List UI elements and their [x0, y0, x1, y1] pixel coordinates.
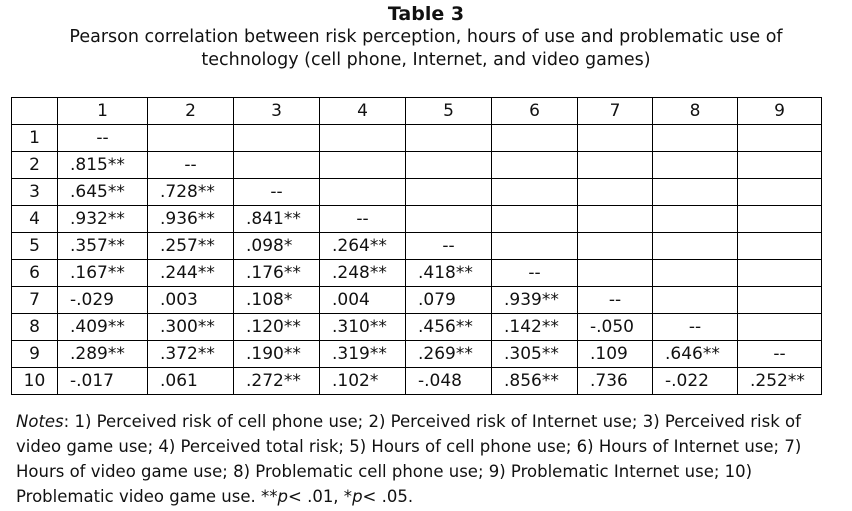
- column-header: 6: [492, 98, 578, 125]
- table-row: [12, 206, 822, 233]
- row-label: 6: [12, 260, 58, 287]
- table-cell: [653, 179, 738, 206]
- table-cell: [492, 125, 578, 152]
- table-cell: [738, 314, 822, 341]
- table-title: Table 3: [387, 3, 465, 25]
- table-cell: .109: [578, 341, 653, 368]
- table-cell: [492, 233, 578, 260]
- table-cell: .456**: [406, 314, 492, 341]
- row-label: 5: [12, 233, 58, 260]
- table-cell: .272**: [234, 368, 320, 395]
- table-cell: [234, 152, 320, 179]
- table-cell: -.022: [653, 368, 738, 395]
- table-cell: [406, 152, 492, 179]
- corner-cell: [12, 98, 58, 125]
- table-caption: [30, 26, 822, 72]
- table-row: [12, 314, 822, 341]
- table-cell: [492, 152, 578, 179]
- table-cell: .736: [578, 368, 653, 395]
- notes-threshold-1: < .01, *: [288, 487, 353, 506]
- table-cell: .932**: [58, 206, 148, 233]
- table-cell: [738, 233, 822, 260]
- column-header: 5: [406, 98, 492, 125]
- table-cell: .357**: [58, 233, 148, 260]
- correlation-table: [11, 97, 822, 395]
- table-cell: .289**: [58, 341, 148, 368]
- row-label: 3: [12, 179, 58, 206]
- table-cell: [578, 260, 653, 287]
- table-cell: .108*: [234, 287, 320, 314]
- table-cell: [320, 152, 406, 179]
- table-cell: [320, 125, 406, 152]
- row-label: 1: [12, 125, 58, 152]
- column-header: 1: [58, 98, 148, 125]
- column-header: 4: [320, 98, 406, 125]
- table-row: [12, 152, 822, 179]
- table-cell: [578, 179, 653, 206]
- table-cell: [578, 206, 653, 233]
- table-cell: [738, 152, 822, 179]
- table-cell: .815**: [58, 152, 148, 179]
- table-cell: .319**: [320, 341, 406, 368]
- table-cell: .645**: [58, 179, 148, 206]
- table-cell: -.017: [58, 368, 148, 395]
- table-cell: --: [406, 233, 492, 260]
- table-row: [12, 368, 822, 395]
- notes-p-symbol-2: p: [352, 487, 363, 506]
- notes-label: Notes: [16, 412, 64, 431]
- table-cell: .248**: [320, 260, 406, 287]
- header-row: [12, 98, 822, 125]
- row-label: 4: [12, 206, 58, 233]
- table-cell: [578, 125, 653, 152]
- table-cell: [738, 179, 822, 206]
- table-row: [12, 179, 822, 206]
- table-cell: .176**: [234, 260, 320, 287]
- row-label: 2: [12, 152, 58, 179]
- column-header: 2: [148, 98, 234, 125]
- table-cell: .409**: [58, 314, 148, 341]
- table-cell: [320, 179, 406, 206]
- table-cell: -.048: [406, 368, 492, 395]
- table-cell: [492, 179, 578, 206]
- row-label: 9: [12, 341, 58, 368]
- row-label: 10: [12, 368, 58, 395]
- table-cell: .939**: [492, 287, 578, 314]
- table-cell: --: [653, 314, 738, 341]
- table-cell: .120**: [234, 314, 320, 341]
- table-cell: [653, 260, 738, 287]
- table-cell: .300**: [148, 314, 234, 341]
- table-cell: --: [58, 125, 148, 152]
- table-cell: .252**: [738, 368, 822, 395]
- table-cell: [578, 233, 653, 260]
- table-cell: [406, 125, 492, 152]
- table-cell: .004: [320, 287, 406, 314]
- table-cell: --: [234, 179, 320, 206]
- table-cell: [653, 125, 738, 152]
- table-cell: [738, 206, 822, 233]
- notes-text: : 1) Perceived risk of cell phone use; 2) Perceived risk of Internet use; 3) Perceived risk of video game use; 4) Perceived total risk; 5) Hours of cell phone use; 6) Hours of Internet use; 7) Hours of video game use; 8) Problematic cell phone use; 9) Problematic Internet use; 10) Problematic video game use. **: [16, 412, 802, 506]
- row-label: 7: [12, 287, 58, 314]
- table-cell: -.029: [58, 287, 148, 314]
- notes-p-symbol-1: p: [277, 487, 288, 506]
- table-cell: .646**: [653, 341, 738, 368]
- table-row: [12, 341, 822, 368]
- table-cell: --: [148, 152, 234, 179]
- table-cell: --: [738, 341, 822, 368]
- caption-line-2: technology (cell phone, Internet, and video games): [201, 50, 651, 70]
- table-row: [12, 233, 822, 260]
- table-body: [12, 125, 822, 395]
- table-cell: .257**: [148, 233, 234, 260]
- table-cell: .102*: [320, 368, 406, 395]
- column-header: 9: [738, 98, 822, 125]
- table-cell: [234, 125, 320, 152]
- table-row: [12, 287, 822, 314]
- table-cell: [148, 125, 234, 152]
- table-cell: .244**: [148, 260, 234, 287]
- table-cell: .372**: [148, 341, 234, 368]
- table-cell: [738, 260, 822, 287]
- table-cell: .167**: [58, 260, 148, 287]
- table-cell: --: [320, 206, 406, 233]
- table-cell: .079: [406, 287, 492, 314]
- table-cell: [578, 152, 653, 179]
- table-cell: .936**: [148, 206, 234, 233]
- table-cell: [653, 152, 738, 179]
- table-notes: [16, 409, 826, 509]
- table-cell: .418**: [406, 260, 492, 287]
- table-cell: .264**: [320, 233, 406, 260]
- table-cell: .003: [148, 287, 234, 314]
- table-cell: -.050: [578, 314, 653, 341]
- table-cell: --: [578, 287, 653, 314]
- caption-line-1: Pearson correlation between risk perception, hours of use and problematic use of: [69, 27, 783, 47]
- table-cell: --: [492, 260, 578, 287]
- column-header: 3: [234, 98, 320, 125]
- table-cell: .841**: [234, 206, 320, 233]
- table-cell: .061: [148, 368, 234, 395]
- table-cell: .856**: [492, 368, 578, 395]
- column-header: 7: [578, 98, 653, 125]
- table-cell: [738, 287, 822, 314]
- table-cell: .098*: [234, 233, 320, 260]
- table-cell: [492, 206, 578, 233]
- table-row: [12, 260, 822, 287]
- table-row: [12, 125, 822, 152]
- notes-threshold-2: < .05.: [362, 487, 414, 506]
- table-cell: [653, 206, 738, 233]
- table-cell: [653, 233, 738, 260]
- table-cell: .269**: [406, 341, 492, 368]
- table-cell: .142**: [492, 314, 578, 341]
- table-cell: .190**: [234, 341, 320, 368]
- column-header: 8: [653, 98, 738, 125]
- table-cell: .310**: [320, 314, 406, 341]
- row-label: 8: [12, 314, 58, 341]
- table-cell: [653, 287, 738, 314]
- table-cell: .728**: [148, 179, 234, 206]
- table-cell: .305**: [492, 341, 578, 368]
- table-cell: [738, 125, 822, 152]
- table-cell: [406, 206, 492, 233]
- table-cell: [406, 179, 492, 206]
